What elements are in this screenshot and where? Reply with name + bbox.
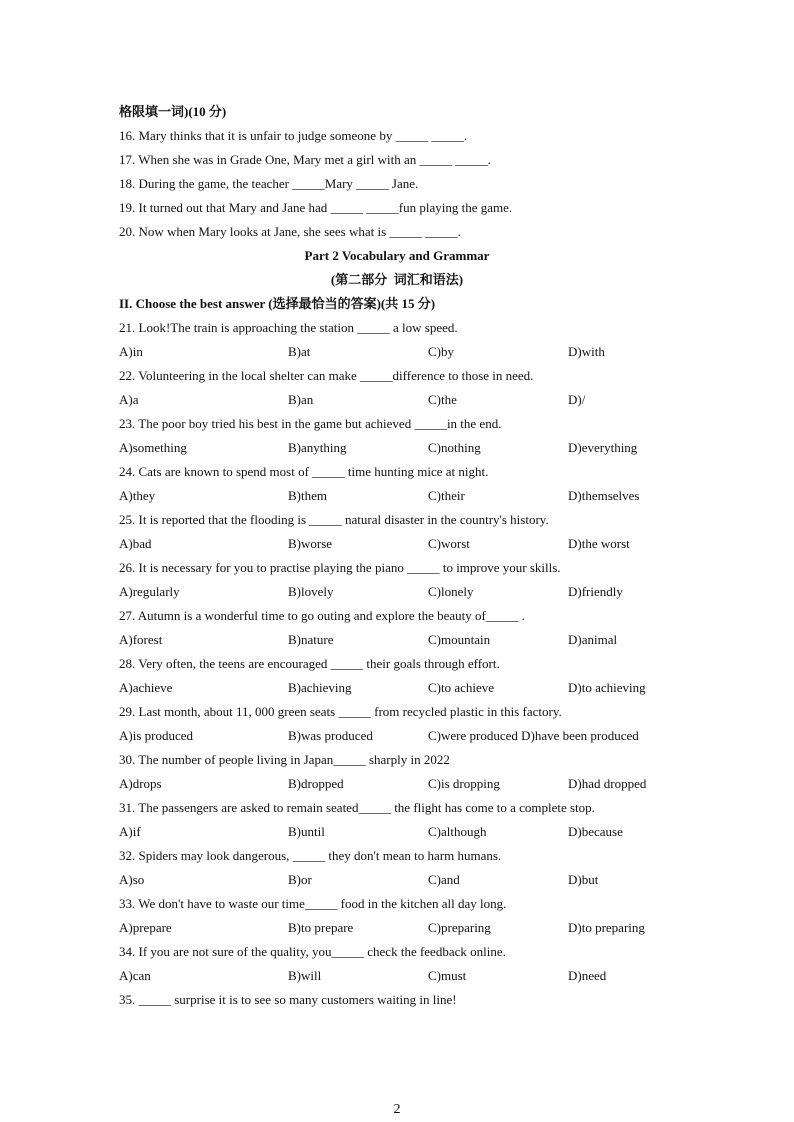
question-24: 24. Cats are known to spend most of _____ time hunting mice at night.	[119, 464, 489, 479]
option-c: C)must	[428, 968, 467, 983]
option-d: D)with	[568, 344, 605, 359]
option-a: A)they	[119, 488, 156, 503]
option-a: A)is produced	[119, 728, 194, 743]
option-d: D)/	[568, 392, 586, 407]
option-a: A)so	[119, 872, 145, 887]
option-a: A)prepare	[119, 920, 172, 935]
option-b: B)at	[288, 344, 311, 359]
option-c: C)mountain	[428, 632, 491, 647]
option-a: A)in	[119, 344, 143, 359]
fill-item-16: 16. Mary thinks that it is unfair to judge someone by _____ _____.	[119, 128, 468, 143]
fill-item-20: 20. Now when Mary looks at Jane, she sees what is _____ _____.	[119, 224, 461, 239]
option-b: B)will	[288, 968, 322, 983]
option-b: B)worse	[288, 536, 333, 551]
section2-heading: II. Choose the best answer (选择最恰当的答案)(共 15 分)	[119, 296, 436, 311]
option-c: C)nothing	[428, 440, 481, 455]
option-d: D)the worst	[568, 536, 630, 551]
question-25: 25. It is reported that the flooding is _____ natural disaster in the country's history.	[119, 512, 549, 527]
question-26: 26. It is necessary for you to practise playing the piano _____ to improve your skills.	[119, 560, 561, 575]
option-b: B)or	[288, 872, 312, 887]
fill-item-17: 17. When she was in Grade One, Mary met a girl with an _____ _____.	[119, 152, 491, 167]
option-b: B)to prepare	[288, 920, 354, 935]
option-a: A)can	[119, 968, 151, 983]
option-d: D)everything	[568, 440, 638, 455]
option-a: A)if	[119, 824, 141, 839]
option-a: A)something	[119, 440, 187, 455]
option-c: C)preparing	[428, 920, 491, 935]
option-c: C)lonely	[428, 584, 474, 599]
option-b: B)was produced	[288, 728, 373, 743]
question-29: 29. Last month, about 11, 000 green seats _____ from recycled plastic in this factory.	[119, 704, 562, 719]
part2-subtitle: (第二部分 词汇和语法)	[330, 272, 464, 287]
question-35: 35. _____ surprise it is to see so many customers waiting in line!	[119, 992, 457, 1007]
option-b: B)them	[288, 488, 327, 503]
section1-heading: 格限填一词)(10 分)	[119, 104, 227, 119]
fill-item-18: 18. During the game, the teacher _____Mary _____ Jane.	[119, 176, 419, 191]
option-a: A)regularly	[119, 584, 180, 599]
option-c: C)is dropping	[428, 776, 500, 791]
page-number: 2	[393, 1102, 401, 1117]
option-b: B)until	[288, 824, 325, 839]
option-d: D)had dropped	[568, 776, 647, 791]
option-a: A)bad	[119, 536, 152, 551]
option-b: B)dropped	[288, 776, 344, 791]
option-d: D)themselves	[568, 488, 640, 503]
option-d: D)animal	[568, 632, 618, 647]
option-d: D)but	[568, 872, 599, 887]
option-b: B)an	[288, 392, 314, 407]
question-27: 27. Autumn is a wonderful time to go outing and explore the beauty of_____ .	[119, 608, 525, 623]
option-c: C)to achieve	[428, 680, 495, 695]
option-a: A)a	[119, 392, 139, 407]
option-c: C)although	[428, 824, 487, 839]
question-31: 31. The passengers are asked to remain seated_____ the flight has come to a complete stop.	[119, 800, 595, 815]
option-c: C)were produced D)have been produced	[428, 728, 639, 743]
question-30: 30. The number of people living in Japan_____ sharply in 2022	[119, 752, 450, 767]
option-c: C)and	[428, 872, 460, 887]
option-b: B)anything	[288, 440, 347, 455]
option-d: D)to preparing	[568, 920, 645, 935]
option-c: C)the	[428, 392, 457, 407]
option-c: C)worst	[428, 536, 470, 551]
fill-item-19: 19. It turned out that Mary and Jane had _____ _____fun playing the game.	[119, 200, 513, 215]
question-22: 22. Volunteering in the local shelter can make _____difference to those in need.	[119, 368, 534, 383]
option-a: A)achieve	[119, 680, 173, 695]
option-a: A)forest	[119, 632, 163, 647]
question-33: 33. We don't have to waste our time_____ food in the kitchen all day long.	[119, 896, 507, 911]
option-b: B)lovely	[288, 584, 334, 599]
option-c: C)their	[428, 488, 465, 503]
option-d: D)friendly	[568, 584, 623, 599]
option-d: D)need	[568, 968, 607, 983]
question-23: 23. The poor boy tried his best in the game but achieved _____in the end.	[119, 416, 502, 431]
question-32: 32. Spiders may look dangerous, _____ they don't mean to harm humans.	[119, 848, 502, 863]
option-a: A)drops	[119, 776, 162, 791]
option-b: B)nature	[288, 632, 334, 647]
part2-title: Part 2 Vocabulary and Grammar	[304, 248, 490, 263]
question-28: 28. Very often, the teens are encouraged _____ their goals through effort.	[119, 656, 500, 671]
option-d: D)to achieving	[568, 680, 646, 695]
option-c: C)by	[428, 344, 454, 359]
option-b: B)achieving	[288, 680, 352, 695]
option-d: D)because	[568, 824, 623, 839]
question-34: 34. If you are not sure of the quality, you_____ check the feedback online.	[119, 944, 506, 959]
question-21: 21. Look!The train is approaching the station _____ a low speed.	[119, 320, 458, 335]
